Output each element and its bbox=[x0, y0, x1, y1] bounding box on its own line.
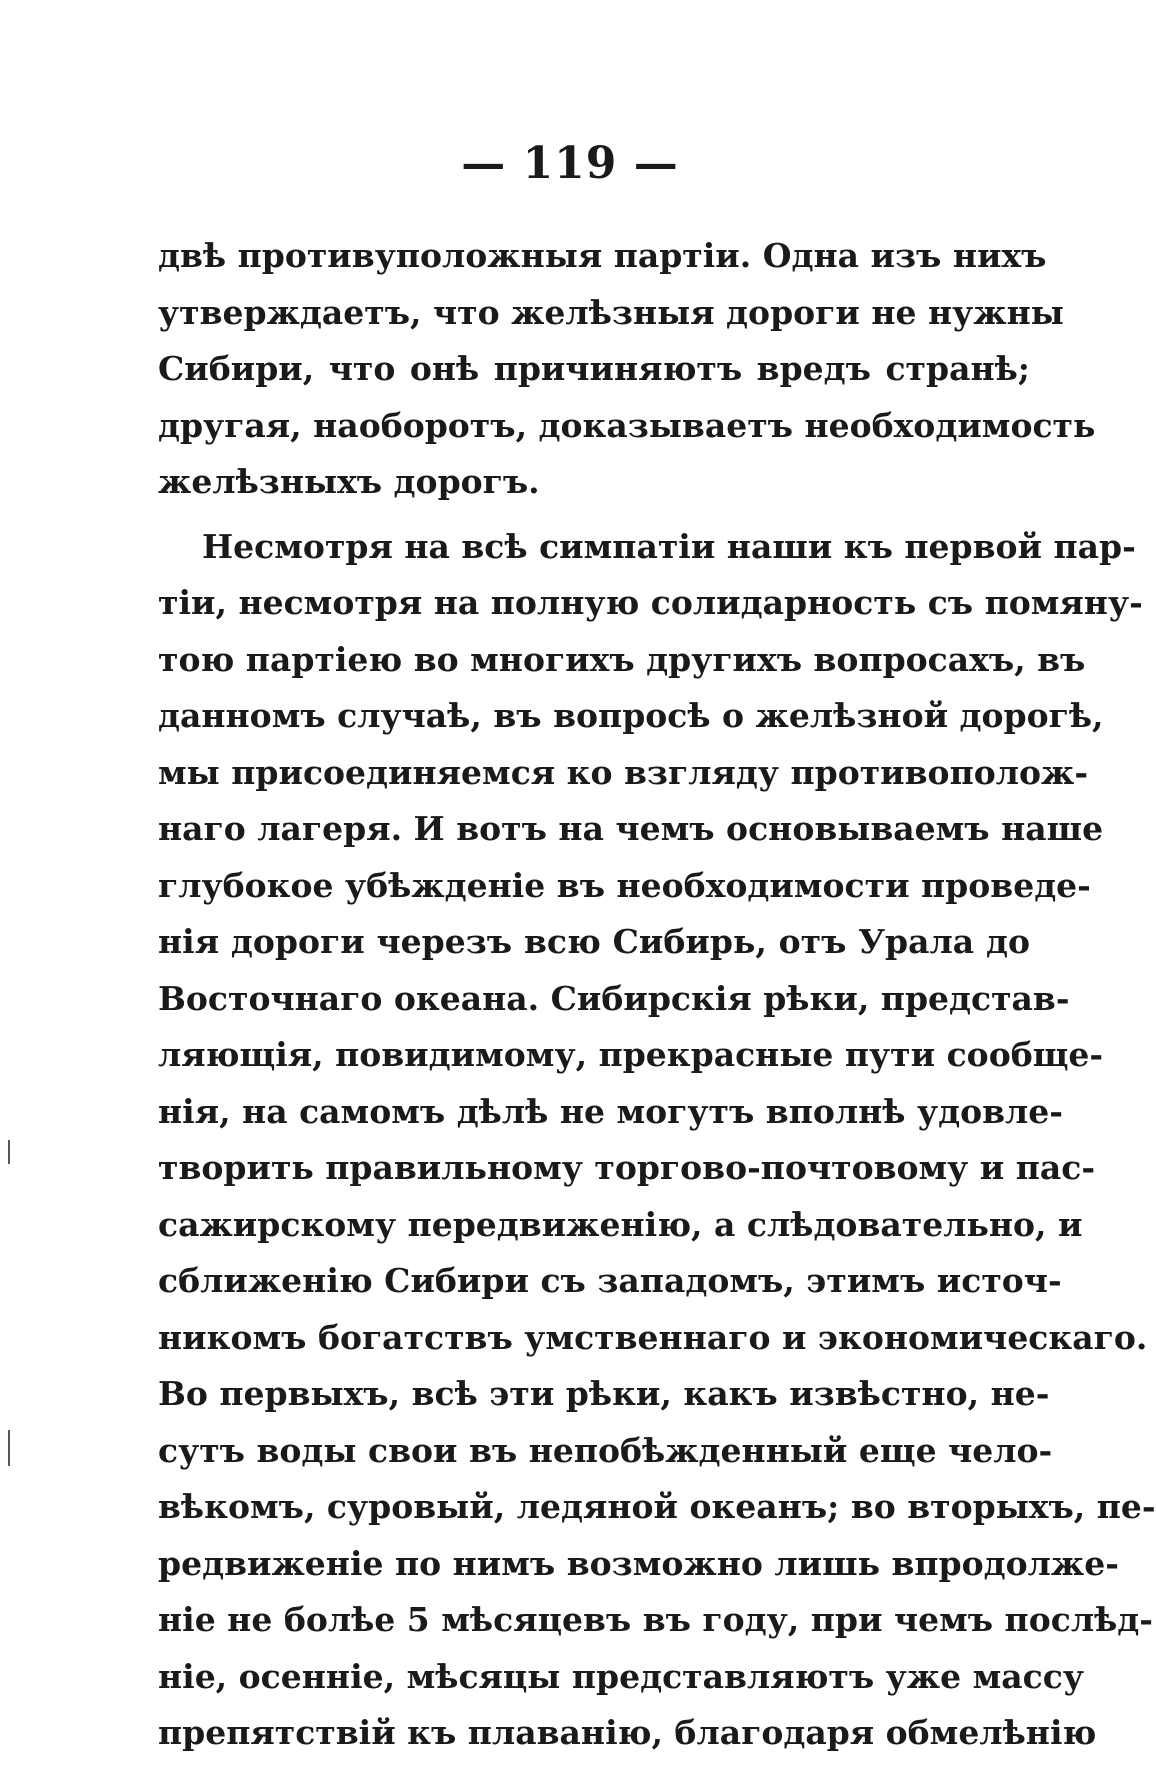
text-line: сажирскому передвиженію, а слѣдовательно, и bbox=[158, 1204, 1083, 1244]
text-line: ніе не болѣе 5 мѣсяцевъ въ году, при чемъ послѣд- bbox=[158, 1600, 1153, 1639]
text-line: никомъ богатствъ умственнаго и экономическаго. bbox=[158, 1317, 1148, 1357]
text-line: ніе, осенніе, мѣсяцы представляютъ уже массу bbox=[158, 1656, 1084, 1696]
text-line: тою партіею во многихъ другихъ вопросахъ, въ bbox=[158, 639, 1086, 679]
page-number: — 119 — bbox=[461, 138, 679, 189]
text-line: глубокое убѣжденіе въ необходимости проведе- bbox=[158, 865, 1091, 905]
text-line: вѣкомъ, суровый, ледяной океанъ; во вторыхъ, пе- bbox=[158, 1487, 1156, 1526]
text-line: наго лагеря. И вотъ на чемъ основываемъ наше bbox=[158, 809, 1104, 848]
text-line: творить правильному торгово-почтовому и пас- bbox=[158, 1148, 1096, 1187]
text-line: редвиженіе по нимъ возможно лишь впродолже- bbox=[158, 1543, 1119, 1583]
text-line: нія дороги черезъ всю Сибирь, отъ Урала до bbox=[158, 922, 1030, 961]
text-line: сближенію Сибири съ западомъ, этимъ источ- bbox=[158, 1261, 1062, 1300]
text-line: двѣ противуположныя партіи. Одна изъ нихъ bbox=[158, 236, 1047, 275]
text-line: мы присоединяемся ко взгляду противополож- bbox=[158, 752, 1089, 792]
text-line: желѣзныхъ дорогъ. bbox=[158, 462, 540, 501]
text-line: утверждаетъ, что желѣзныя дороги не нужны bbox=[158, 292, 1064, 332]
text-line: препятствій къ плаванію, благодаря обмелѣнію bbox=[158, 1713, 1097, 1752]
paragraph bbox=[158, 228, 1096, 511]
text-line: Сибири, что онѣ причиняютъ вредъ странѣ; bbox=[158, 349, 1030, 388]
text-line: тіи, несмотря на полную солидарность съ помяну- bbox=[158, 583, 1143, 622]
text-line: другая, наоборотъ, доказываетъ необходимость bbox=[158, 405, 1096, 445]
text-line: ляющія, повидимому, прекрасные пути сообще- bbox=[158, 1035, 1104, 1074]
text-line: Несмотря на всѣ симпатіи наши къ первой пар- bbox=[202, 526, 1136, 566]
text-line: Во первыхъ, всѣ эти рѣки, какъ извѣстно, не- bbox=[158, 1374, 1050, 1413]
text-line: сутъ воды свои въ непобѣжденный еще чело- bbox=[158, 1430, 1053, 1470]
body-text bbox=[158, 228, 1156, 1762]
text-line: нія, на самомъ дѣлѣ не могутъ вполнѣ удовле- bbox=[158, 1091, 1063, 1131]
text-line: Восточнаго океана. Сибирскія рѣки, представ- bbox=[158, 978, 1070, 1018]
margin-mark bbox=[8, 1430, 10, 1466]
margin-mark bbox=[8, 1140, 10, 1164]
text-line: данномъ случаѣ, въ вопросѣ о желѣзной дорогѣ, bbox=[158, 696, 1104, 735]
paragraph bbox=[158, 519, 1156, 1762]
